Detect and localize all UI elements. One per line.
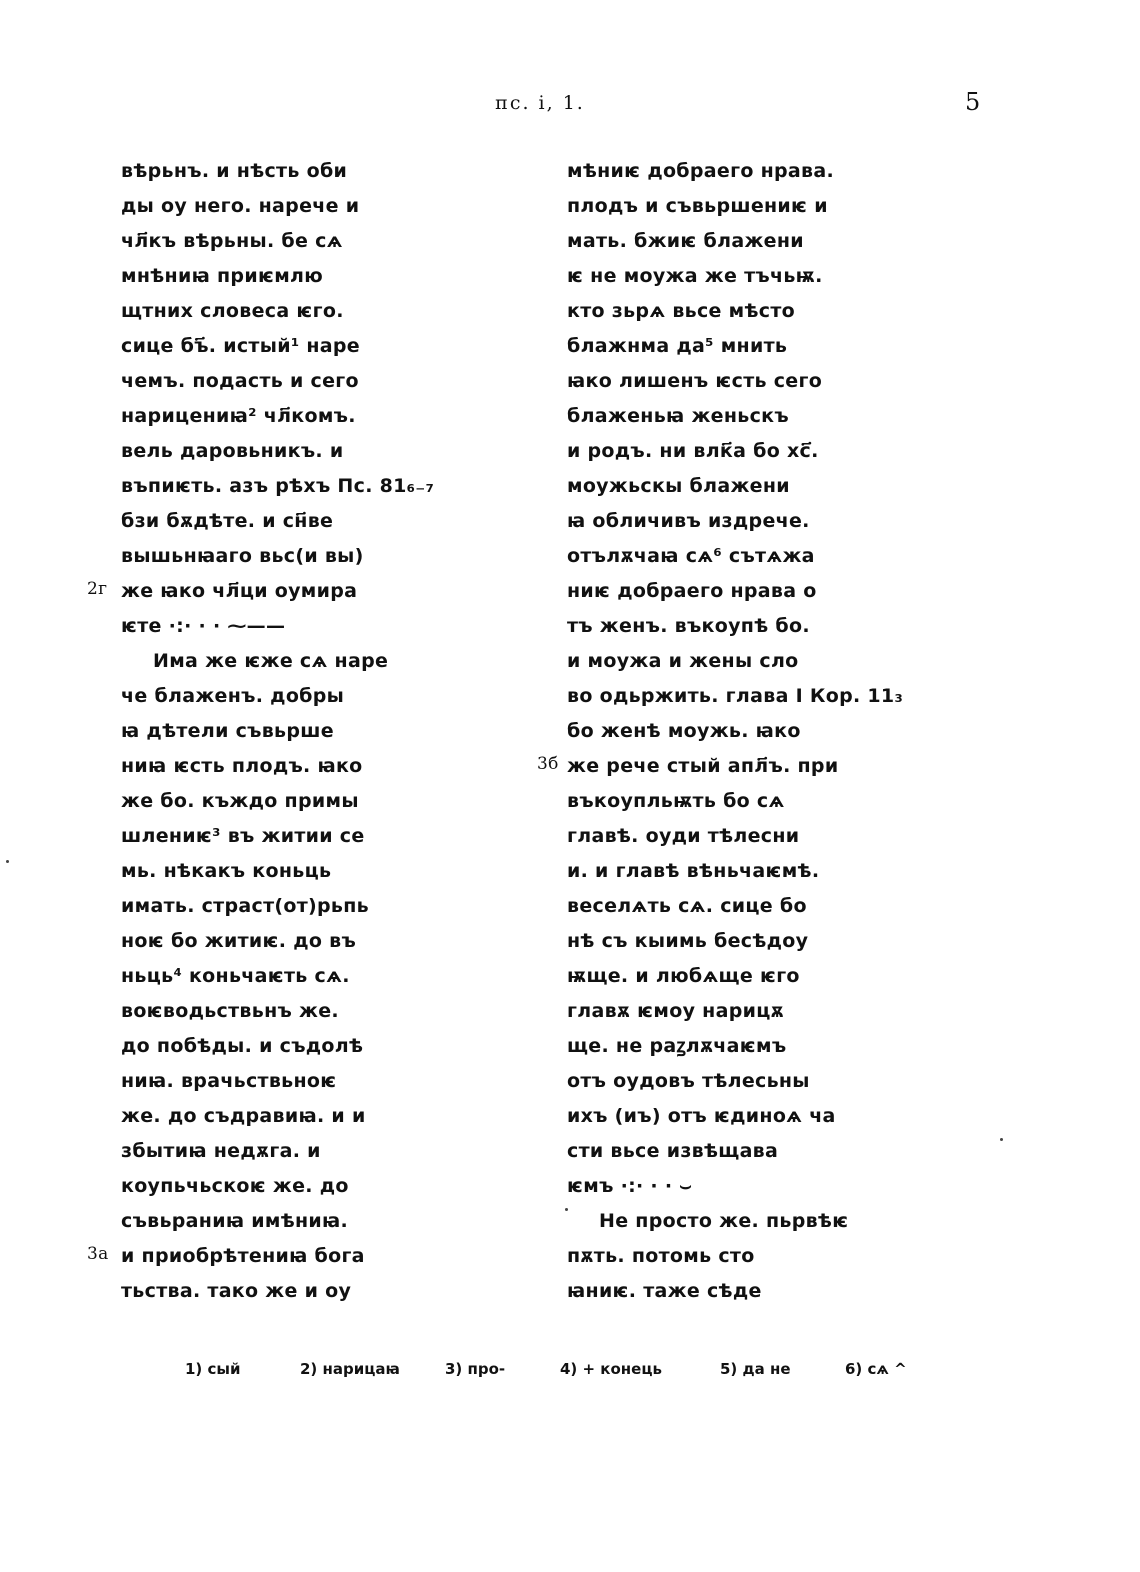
footnote: 1) сый	[185, 1360, 241, 1378]
right-column	[537, 154, 904, 1309]
footnote: 5) да не	[720, 1360, 791, 1378]
text-line	[121, 504, 431, 539]
text-line	[567, 1204, 897, 1239]
line-text: мь. нѣкакъ коньць	[121, 860, 332, 882]
text-line	[567, 539, 897, 574]
text-line	[121, 749, 431, 784]
line-text: отълѫчаꙗ сѧ⁶ сътѧжа	[567, 545, 815, 567]
line-text: вѣрьнъ. и нѣсть оби	[121, 160, 348, 182]
margin-reference: 3а	[87, 1244, 109, 1264]
text-line	[121, 819, 431, 854]
text-line	[567, 294, 897, 329]
line-text: ѭще. и любѧще ѥго	[567, 965, 800, 987]
line-text: блажнма да⁵ мнить	[567, 335, 788, 357]
line-text: и родъ. ни влк҃а бо хс҃.	[567, 440, 819, 462]
text-line	[121, 364, 431, 399]
text-line	[121, 469, 435, 504]
running-head: пс. і, 1.	[495, 92, 585, 114]
text-line	[567, 994, 897, 1029]
line-text: имать. страст(от)рьпь	[121, 895, 369, 917]
footnotes	[185, 1360, 945, 1390]
line-text: чемъ. подасть и сего	[121, 370, 359, 392]
text-line	[121, 959, 431, 994]
line-text: отъ оудовъ тѣлесьны	[567, 1070, 810, 1092]
line-text: во одьржить. глава I Кор. 11₃	[567, 685, 904, 707]
line-text: ды оу него. нарече и	[121, 195, 360, 217]
text-line	[567, 784, 897, 819]
text-line	[121, 259, 431, 294]
line-text: же ꙗко чл҃ци оумира	[121, 580, 358, 602]
line-text: мѣниѥ добраего нрава.	[567, 160, 834, 182]
text-line	[87, 1239, 431, 1274]
line-text: бо женѣ моужь. ꙗко	[567, 720, 801, 742]
line-text: пѫть. потомь сто	[567, 1245, 755, 1267]
line-text: мнѣниꙗ приѥмлю	[121, 265, 324, 287]
text-line	[121, 1204, 431, 1239]
line-text: Не просто же. пьрвѣѥ	[599, 1210, 849, 1232]
text-line	[567, 329, 897, 364]
footnote: 3) про-	[445, 1360, 506, 1378]
line-text: веселѧть сѧ. сице бо	[567, 895, 807, 917]
line-text: и. и главѣ вѣньчаѥмѣ.	[567, 860, 820, 882]
text-line	[567, 434, 897, 469]
text-line	[121, 189, 431, 224]
text-line	[121, 539, 431, 574]
text-line	[567, 1029, 897, 1064]
page-number: 5	[965, 88, 981, 116]
text-line	[567, 924, 897, 959]
line-text: же бо. къждо примы	[121, 790, 359, 812]
text-line	[567, 1064, 897, 1099]
line-text: же. до съдравиꙗ. и и	[121, 1105, 366, 1127]
text-line	[567, 644, 897, 679]
text-line	[121, 399, 431, 434]
line-text: че блаженъ. добры	[121, 685, 345, 707]
line-text: ноѥ бо житиѥ. до въ	[121, 930, 357, 952]
line-text: главѫ ѥмоу нарицѫ	[567, 1000, 784, 1022]
line-text: вель даровьникъ. и	[121, 440, 344, 462]
text-line	[121, 1169, 431, 1204]
line-text: ѥте ·:· · · ⁓——	[121, 615, 286, 637]
footnote: 4) + конець	[560, 1360, 662, 1378]
text-line	[567, 819, 897, 854]
line-text: главѣ. оуди тѣлесни	[567, 825, 800, 847]
line-text: ньць⁴ коньчаѥть сѧ.	[121, 965, 350, 987]
text-line	[121, 329, 431, 364]
line-text: кто зьрѧ вьсе мѣсто	[567, 300, 795, 322]
scan-speck	[6, 860, 9, 863]
text-line	[121, 609, 431, 644]
text-line	[567, 1239, 897, 1274]
line-text: съвьраниꙗ имѣниꙗ.	[121, 1210, 349, 1232]
text-line	[121, 154, 431, 189]
scan-speck	[1000, 1138, 1003, 1141]
text-line	[121, 994, 431, 1029]
text-line	[121, 924, 431, 959]
text-line	[567, 714, 897, 749]
text-line	[567, 189, 897, 224]
line-text: ниѥ добраего нрава о	[567, 580, 817, 602]
text-line	[567, 469, 897, 504]
left-column	[87, 154, 435, 1309]
footnote: 2) нарицаꙗ	[300, 1360, 400, 1378]
line-text: ꙗ обличивъ издрече.	[567, 510, 810, 532]
line-text: мать. бжиѥ блажени	[567, 230, 804, 252]
line-text: ниꙗ. врачьствьноѥ	[121, 1070, 337, 1092]
text-line	[121, 1029, 431, 1064]
line-text: блаженьꙗ женьскъ	[567, 405, 789, 427]
text-line	[121, 434, 431, 469]
line-text: щтних словеса ѥго.	[121, 300, 344, 322]
line-text: тъ женъ. въкоупѣ бо.	[567, 615, 810, 637]
line-text: ниꙗ ѥсть плодъ. ꙗко	[121, 755, 363, 777]
text-line	[121, 644, 431, 679]
text-line	[121, 889, 431, 924]
text-line	[567, 154, 897, 189]
line-text: збытиꙗ недѫга. и	[121, 1140, 321, 1162]
line-text: ꙗниѥ. таже сѣде	[567, 1280, 762, 1302]
line-text: ихъ (иъ) отъ ѥдиноѧ ча	[567, 1105, 836, 1127]
text-line	[121, 1099, 431, 1134]
line-text: вышьнꙗаго вьс(и вы)	[121, 545, 364, 567]
line-text: воѥводьствьнъ же.	[121, 1000, 339, 1022]
margin-reference: 2г	[87, 579, 108, 599]
text-line	[567, 224, 897, 259]
line-text: сти вьсе извѣщава	[567, 1140, 779, 1162]
line-text: тьства. тако же и оу	[121, 1280, 352, 1302]
text-line	[567, 504, 897, 539]
line-text: коупьчьскоѥ же. до	[121, 1175, 349, 1197]
text-line	[121, 1274, 431, 1309]
text-line	[567, 259, 897, 294]
text-line	[567, 609, 897, 644]
line-text: плодъ и съвьршениѥ и	[567, 195, 828, 217]
text-line	[567, 679, 904, 714]
line-text: ꙗ дѣтели съвьрше	[121, 720, 334, 742]
scan-speck	[565, 1208, 568, 1211]
text-line	[87, 574, 431, 609]
line-text: шлениѥ³ въ житии се	[121, 825, 365, 847]
text-line	[567, 1099, 897, 1134]
text-line	[121, 854, 431, 889]
text-line	[567, 1134, 897, 1169]
line-text: нѣ съ кыимь бесѣдоу	[567, 930, 809, 952]
text-line	[567, 364, 897, 399]
text-line	[567, 1169, 897, 1204]
line-text: моужьскы блажени	[567, 475, 790, 497]
margin-reference: 3б	[537, 754, 559, 774]
line-text: и моужа и жены сло	[567, 650, 799, 672]
text-line	[567, 889, 897, 924]
text-line	[537, 749, 897, 784]
text-line	[567, 399, 897, 434]
text-line	[567, 854, 897, 889]
line-text: Има же ѥже сѧ наре	[153, 650, 389, 672]
line-text: въпиѥть. азъ рѣхъ Пс. 81₆₋₇	[121, 475, 435, 497]
line-text: ще. не раꙁлѫчаѥмъ	[567, 1035, 787, 1057]
page-header	[0, 88, 1140, 118]
line-text: же рече стый апл҃ъ. при	[567, 755, 839, 777]
text-line	[121, 679, 431, 714]
text-line	[121, 1134, 431, 1169]
text-line	[567, 959, 897, 994]
line-text: чл҃къ вѣрьны. бе сѧ	[121, 230, 343, 252]
line-text: сице бъ҃. истый¹ наре	[121, 335, 360, 357]
line-text: ꙗко лишенъ ѥсть сего	[567, 370, 823, 392]
line-text: и приобрѣтениꙗ бога	[121, 1245, 365, 1267]
text-line	[121, 714, 431, 749]
text-line	[567, 1274, 897, 1309]
line-text: ѥ не моужа же тъчьѭ.	[567, 265, 823, 287]
line-text: ѥмъ ·:· · · ⌣	[567, 1175, 693, 1197]
text-line	[121, 224, 431, 259]
footnote: 6) сѧ ^	[845, 1360, 907, 1378]
text-line	[121, 784, 431, 819]
text-line	[567, 574, 897, 609]
line-text: въкоупльѭть бо сѧ	[567, 790, 785, 812]
line-text: бзи бѫдѣте. и сн҃ве	[121, 510, 334, 532]
text-line	[121, 1064, 431, 1099]
line-text: нарицениꙗ² чл҃комъ.	[121, 405, 356, 427]
line-text: до побѣды. и съдолѣ	[121, 1035, 364, 1057]
text-line	[121, 294, 431, 329]
